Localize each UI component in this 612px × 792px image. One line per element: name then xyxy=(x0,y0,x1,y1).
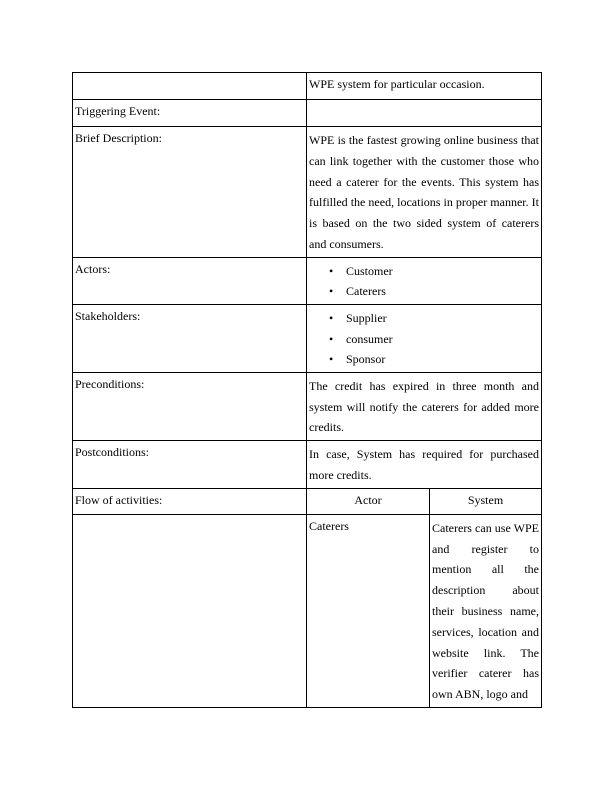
flow-of-activities-label: Flow of activities: xyxy=(73,488,307,514)
table-row-title xyxy=(73,73,542,100)
list-item: • consumer xyxy=(309,329,539,350)
list-item: • Caterers xyxy=(309,281,539,302)
flow-step-empty-cell xyxy=(73,514,307,707)
actors-list xyxy=(309,261,539,302)
list-item: • Sponsor xyxy=(309,349,539,370)
list-item: • Customer xyxy=(309,261,539,282)
table-row-postconditions xyxy=(73,441,542,489)
table-row-flow-step xyxy=(73,514,542,707)
table-row-flow-header xyxy=(73,488,542,514)
table-row-actors xyxy=(73,257,542,304)
actors-label: Actors: xyxy=(73,257,307,304)
system-column-header: System xyxy=(430,488,542,514)
postconditions-value: In case, System has required for purchased more credits. xyxy=(307,441,542,489)
flow-step-system: Caterers can use WPE and register to mention all the description about their business name, services, location and website link. The verifier caterer has own ABN, logo and xyxy=(430,514,542,707)
actor-column-header: Actor xyxy=(307,488,430,514)
table-row-brief-description xyxy=(73,127,542,258)
stakeholders-label: Stakeholders: xyxy=(73,304,307,372)
table-row-preconditions xyxy=(73,372,542,440)
postconditions-label: Postconditions: xyxy=(73,441,307,489)
triggering-event-value xyxy=(307,100,542,127)
stakeholders-list xyxy=(309,308,539,370)
title-value-cell: WPE system for particular occasion. xyxy=(307,73,542,100)
use-case-table xyxy=(72,72,542,708)
triggering-event-label: Triggering Event: xyxy=(73,100,307,127)
preconditions-value: The credit has expired in three month and system will notify the caterers for added more credits. xyxy=(307,372,542,440)
brief-description-value: WPE is the fastest growing online business that can link together with the customer those who need a caterer for the events. This system has fulfilled the need, locations in proper manner. It is based on the two sided system of caterers and consumers. xyxy=(307,127,542,258)
brief-description-label: Brief Description: xyxy=(73,127,307,258)
list-item: • Supplier xyxy=(309,308,539,329)
table-row-stakeholders xyxy=(73,304,542,372)
stakeholders-list-cell xyxy=(307,304,542,372)
title-label-cell xyxy=(73,73,307,100)
actors-list-cell xyxy=(307,257,542,304)
table-row-triggering-event xyxy=(73,100,542,127)
preconditions-label: Preconditions: xyxy=(73,372,307,440)
flow-step-actor: Caterers xyxy=(307,514,430,707)
